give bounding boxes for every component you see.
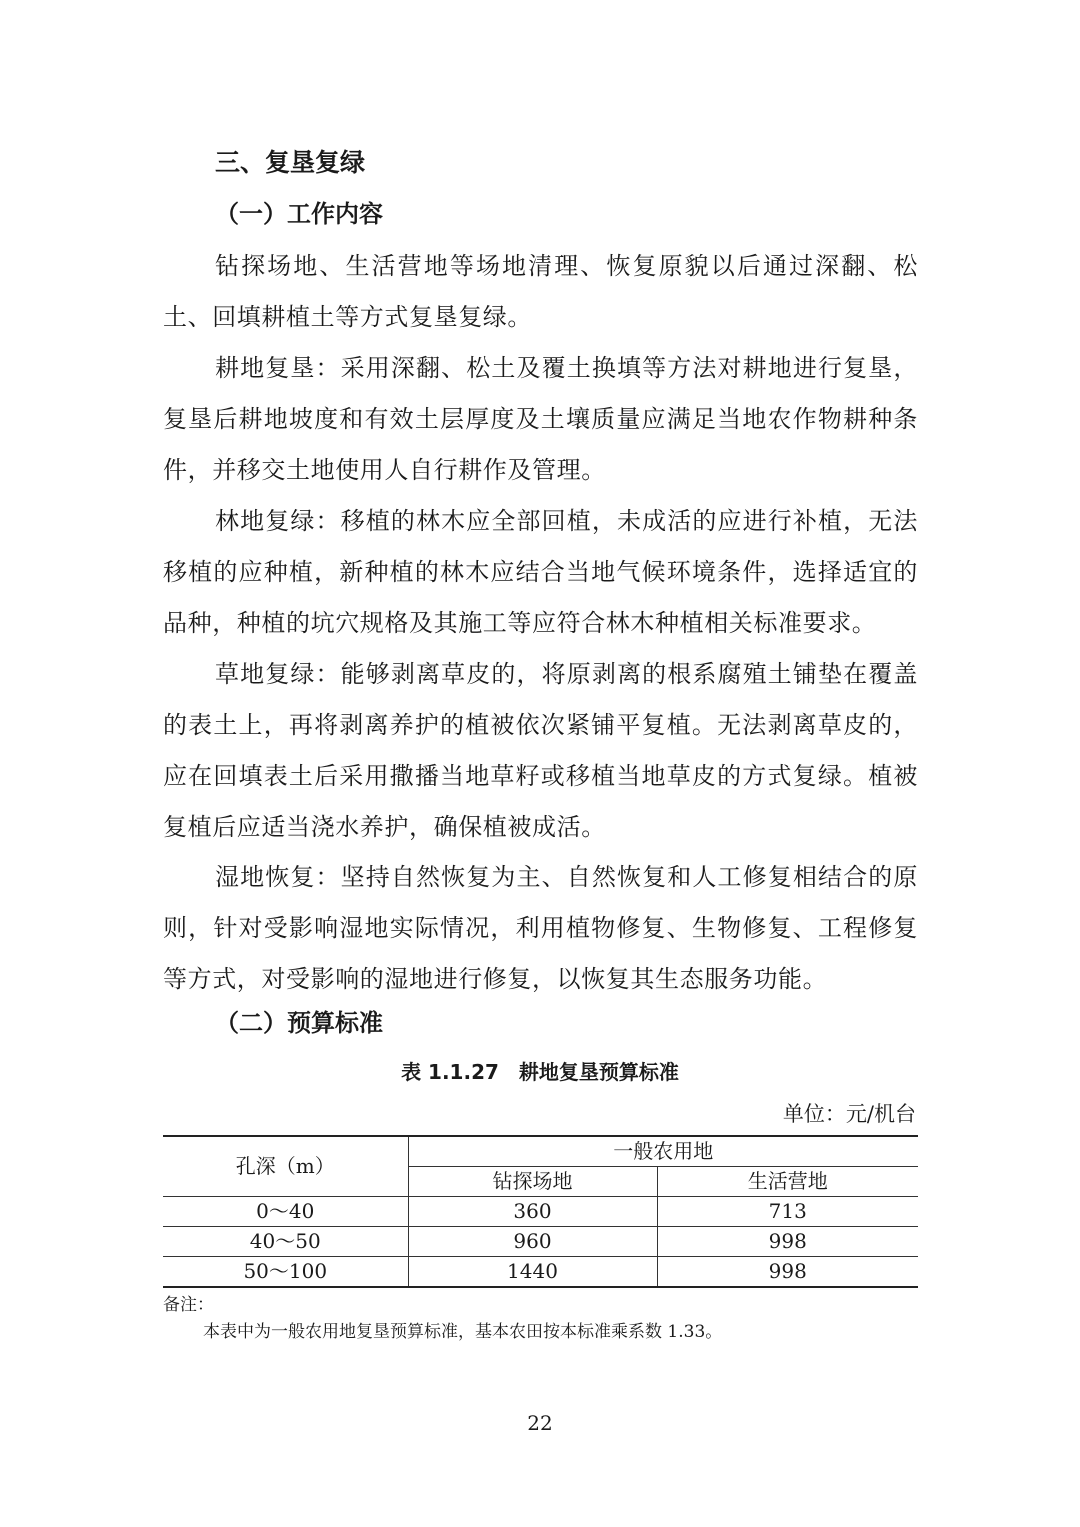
- table-note-text: 本表中为一般农用地复垦预算标准，基本农田按本标准乘系数 1.33。: [203, 1322, 723, 1342]
- header-drill-site: 钻探场地: [408, 1167, 657, 1197]
- paragraph-wetland-restoration: 湿地恢复：坚持自然恢复为主、自然恢复和人工修复相结合的原则，针对受影响湿地实际情况，利用植物修复、生物修复、工程修复等方式，对受影响的湿地进行修复，以恢复其生态服务功能。: [163, 863, 918, 993]
- table-caption: 表 1.1.27 耕地复垦预算标准: [401, 1060, 679, 1084]
- cell-depth: 50～100: [163, 1257, 408, 1288]
- cell-living-camp: 998: [657, 1227, 918, 1257]
- cell-depth: 0～40: [163, 1197, 408, 1227]
- paragraph-intro: 钻探场地、生活营地等场地清理、恢复原貌以后通过深翻、松土、回填耕植土等方式复垦复绿。: [163, 252, 918, 331]
- page-number: 22: [527, 1411, 553, 1435]
- header-general-farmland: 一般农用地: [408, 1136, 918, 1167]
- table-header-row: [163, 1136, 918, 1167]
- cell-drill-site: 960: [408, 1227, 657, 1257]
- cell-living-camp: 998: [657, 1257, 918, 1288]
- paragraph-farmland-reclamation: 耕地复垦：采用深翻、松土及覆土换填等方法对耕地进行复垦，复垦后耕地坡度和有效土层厚度及土壤质量应满足当地农作物耕种条件，并移交土地使用人自行耕作及管理。: [163, 354, 918, 484]
- table-unit: 单位：元/机台: [782, 1102, 916, 1126]
- header-depth: 孔深（m）: [163, 1136, 408, 1197]
- table-row: [163, 1257, 918, 1288]
- table-row: [163, 1227, 918, 1257]
- paragraph-grassland-greening: 草地复绿：能够剥离草皮的，将原剥离的根系腐殖土铺垫在覆盖的表土上，再将剥离养护的植被依次紧铺平复植。无法剥离草皮的，应在回填表土后采用撒播当地草籽或移植当地草皮的方式复绿。植被复植后应适当浇水养护，确保植被成活。: [163, 660, 918, 841]
- cell-living-camp: 713: [657, 1197, 918, 1227]
- cell-drill-site: 360: [408, 1197, 657, 1227]
- cell-drill-site: 1440: [408, 1257, 657, 1288]
- subsection-heading-work-content: （一）工作内容: [215, 200, 383, 228]
- cell-depth: 40～50: [163, 1227, 408, 1257]
- table-row: [163, 1197, 918, 1227]
- budget-table: [163, 1135, 918, 1288]
- header-living-camp: 生活营地: [657, 1167, 918, 1197]
- paragraph-forest-greening: 林地复绿：移植的林木应全部回植，未成活的应进行补植，无法移植的应种植，新种植的林木应结合当地气候环境条件，选择适宜的品种，种植的坑穴规格及其施工等应符合林木种植相关标准要求。: [163, 507, 918, 637]
- section-heading: 三、复垦复绿: [215, 148, 366, 177]
- subsection-heading-budget-standard: （二）预算标准: [215, 1009, 383, 1037]
- table-note-label: 备注：: [163, 1295, 214, 1315]
